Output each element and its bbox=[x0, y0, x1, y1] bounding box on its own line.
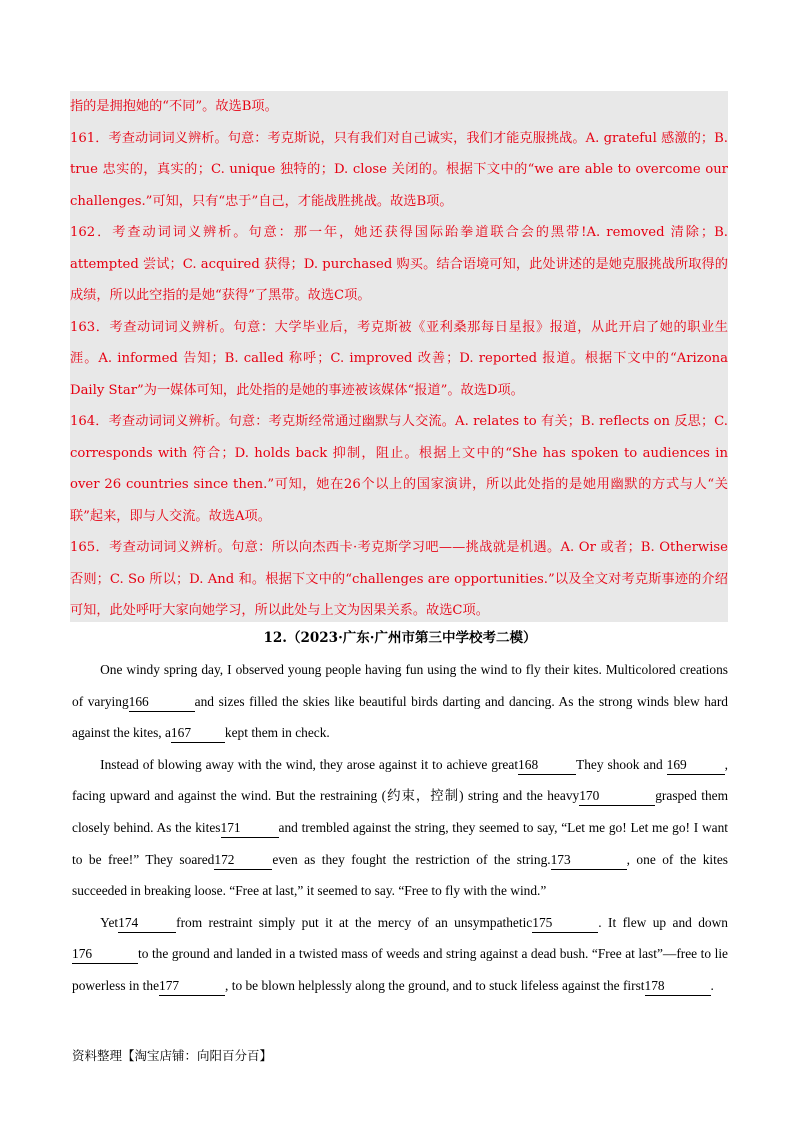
blank-170: 170 bbox=[579, 787, 655, 806]
blank-168: 168 bbox=[518, 756, 576, 775]
blank-169: 169 bbox=[667, 756, 725, 775]
explanation-163: 163．考查动词词义辨析。句意：大学毕业后，考克斯被《亚利桑那每日星报》报道，从此开启了她的职业生涯。A. informed 告知；B. called 称呼；C. improved 改善；D. reported 报道。根据下文中的“Arizona Daily Star”为一媒体可知，此处指的是她的事迹被该媒体“报道”。故选D项。 bbox=[70, 319, 728, 398]
blank-172: 172 bbox=[214, 851, 272, 870]
footer-source: 资料整理【淘宝店铺：向阳百分百】 bbox=[72, 1048, 273, 1063]
blank-174: 174 bbox=[118, 914, 176, 933]
explanation-165: 165．考查动词词义辨析。句意：所以向杰西卡·考克斯学习吧——挑战就是机遇。A. Or 或者；B. Otherwise 否则；C. So 所以；D. And 和。根据下文中的“challenges are opportunities.”以及全文对考克斯事迹的介绍可知，此处呼吁大家向她学习，所以此处与上文为因果关系。故选C项。 bbox=[70, 540, 728, 618]
paragraph-1: One windy spring day, I observed young people having fun using the wind to fly their kites. Multicolored creations of varying166 and sizes filled the skies like beautiful birds darting and dancing. As the strong winds blew hard against the kites, a167 kept them in check. bbox=[72, 654, 728, 749]
explanation-161: 161．考查动词词义辨析。句意：考克斯说，只有我们对自己诚实，我们才能克服挑战。A. grateful 感激的；B. true 忠实的，真实的；C. unique 独特的；D. close 关闭的。根据下文中的“we are able to overcome our challenges.”可知，只有“忠于”自己，才能战胜挑战。故选B项。 bbox=[70, 130, 728, 209]
blank-171: 171 bbox=[221, 819, 279, 838]
answer-explanations bbox=[70, 91, 728, 622]
paragraph-2: Instead of blowing away with the wind, they arose against it to achieve great168 They shook and 169 , facing upward and against the wind. But the restraining (约束，控制) string and the heavy170 grasped them closely behind. As the kites171 and trembled against the string, they seemed to say, “Let me go! Let me go! I want to be free!” They soared172 even as they fought the restriction of the string.173 , one of the kites succeeded in breaking loose. “Free at last,” it seemed to say. “Free to fly with the wind.” bbox=[72, 756, 729, 899]
cloze-passage bbox=[72, 654, 728, 1002]
explanation-160-tail: 指的是拥抱她的“不同”。故选B项。 bbox=[70, 99, 278, 114]
blank-173: 173 bbox=[551, 851, 627, 870]
question-title: 12.（2023·广东·广州市第三中学校考二模） bbox=[263, 630, 537, 646]
blank-176: 176 bbox=[72, 945, 138, 964]
blank-178: 178 bbox=[645, 977, 711, 996]
blank-175: 175 bbox=[532, 914, 598, 933]
blank-177: 177 bbox=[159, 977, 225, 996]
blank-167: 167 bbox=[171, 724, 225, 743]
paragraph-3: Yet174 from restraint simply put it at the mercy of an unsympathetic175 . It flew up and down176 to the ground and landed in a twisted mass of weeds and string against a dead bush. “Free at last”—free to lie powerless in the177 , to be blown helplessly along the ground, and to stuck lifeless against the first178 . bbox=[72, 907, 728, 1002]
blank-166: 166 bbox=[129, 693, 195, 712]
explanation-162: 162．考查动词词义辨析。句意：那一年，她还获得国际跆拳道联合会的黑带!A. removed 清除；B. attempted 尝试；C. acquired 获得；D. purchased 购买。结合语境可知，此处讲述的是她克服挑战所取得的成绩，所以此空指的是她“获得”了黑带。故选C项。 bbox=[70, 225, 728, 303]
explanation-164: 164．考查动词词义辨析。句意：考克斯经常通过幽默与人交流。A. relates to 有关；B. reflects on 反思；C. corresponds with 符合；D. holds back 抑制，阻止。根据上文中的“She has spoken to audiences in over 26 countries since then.”可知，她在26个以上的国家演讲，所以此处指的是她用幽默的方式与人“关联”起来，即与人交流。故选A项。 bbox=[70, 414, 728, 524]
